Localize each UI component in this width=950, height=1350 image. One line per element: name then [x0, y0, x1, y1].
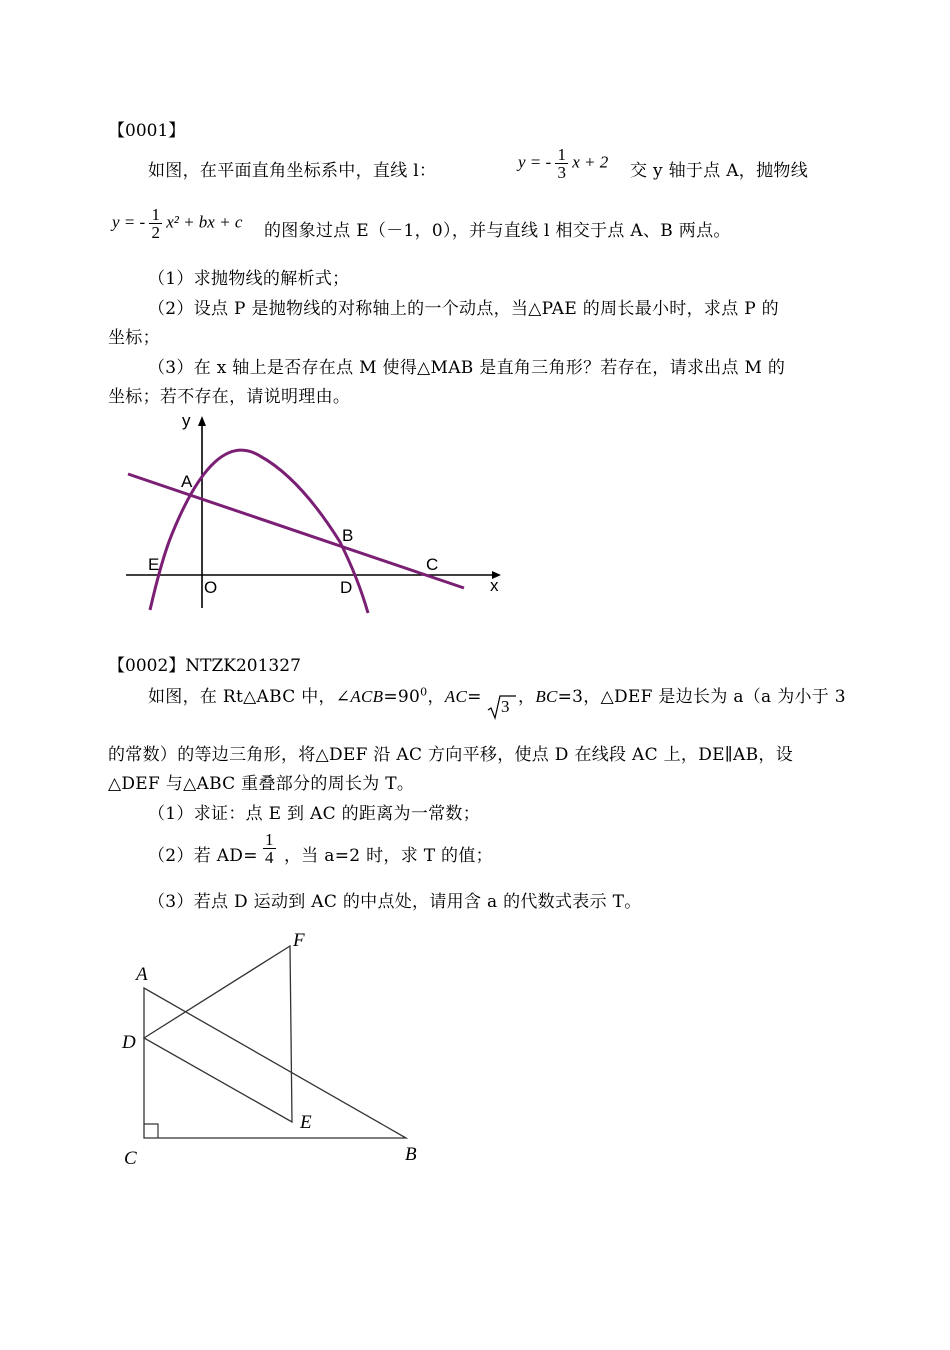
- problem-2-line-2: 的常数）的等边三角形，将△DEF 沿 AC 方向平移，使点 D 在线段 AC 上，DE∥AB，设: [108, 745, 793, 765]
- p2-l1-ac: AC: [444, 687, 468, 706]
- eq1-rhs: x + 2: [572, 152, 609, 172]
- label-x: x: [490, 576, 499, 595]
- problem-2-question-1: （1）求证：点 E 到 AC 的距离为一常数；: [148, 804, 481, 824]
- problem-1-line-1-text: 如图，在平面直角坐标系中，直线 l：: [148, 161, 437, 181]
- q2-numerator: 1: [265, 830, 274, 849]
- p2-l1-degree: 0: [420, 685, 428, 699]
- label-O: O: [204, 578, 218, 597]
- problem-1-question-3a: （3）在 x 轴上是否存在点 M 使得△MAB 是直角三角形？若存在，请求出点 M 的: [148, 358, 786, 378]
- label-C: C: [124, 1148, 137, 1169]
- p2-l1-a: 如图，在 Rt△ABC 中，∠: [148, 687, 351, 707]
- eq2-denominator: 2: [151, 223, 160, 242]
- problem-1-question-3b: 坐标；若不存在，请说明理由。: [108, 387, 351, 407]
- label-B: B: [342, 526, 354, 545]
- eq1-numerator: 1: [557, 145, 566, 164]
- q2-denominator: 4: [265, 848, 274, 867]
- eq1-fraction: [555, 146, 568, 181]
- problem-2-line-1-tail: [518, 682, 846, 707]
- q2-fraction: [263, 831, 276, 866]
- problem-1-question-2a: （2）设点 P 是抛物线的对称轴上的一个动点，当△PAE 的周长最小时，求点 P 的: [148, 299, 779, 319]
- triangle-ABC: [144, 988, 406, 1138]
- figure-1-graph: [120, 408, 520, 618]
- q2-frac: [263, 831, 276, 866]
- label-B: B: [405, 1144, 417, 1165]
- p2-l1-b: =3，△DEF 是边长为 a（a 为小于 3: [557, 687, 846, 707]
- p2-l1-eq90: =90: [383, 687, 421, 707]
- eq2-numerator: 1: [151, 205, 160, 224]
- label-A: A: [136, 964, 148, 985]
- problem-1-question-1: （1）求抛物线的解析式；: [148, 269, 350, 289]
- label-C: C: [426, 555, 439, 574]
- p2-l1-c2: ，: [518, 687, 536, 707]
- problem-2-question-2-post: ，当 a=2 时，求 T 的值；: [284, 846, 493, 866]
- problem-2-question-2-pre: （2）若 AD=: [148, 846, 258, 866]
- problem-2-heading: 【0002】NTZK201327: [108, 656, 301, 676]
- eq1-denominator: 3: [557, 163, 566, 182]
- eq1-lhs: y = -: [518, 152, 552, 172]
- problem-1-heading: 【0001】: [108, 121, 186, 141]
- triangle-DEF: [144, 946, 292, 1122]
- label-D: D: [122, 1032, 136, 1053]
- problem-1-line-1-tail: 交 y 轴于点 A，抛物线: [630, 161, 808, 181]
- label-A: A: [181, 472, 193, 491]
- p2-l1-comma: ，: [427, 687, 445, 707]
- problem-2-line-1: [148, 682, 482, 707]
- problem-1-question-2b: 坐标；: [108, 328, 160, 348]
- label-F: F: [293, 930, 305, 951]
- figure-2-triangles: [110, 922, 440, 1172]
- eq2-rhs: x² + bx + c: [166, 212, 243, 232]
- line-l: [128, 474, 464, 588]
- problem-1-line-2-tail: 的图象过点 E（－1，0），并与直线 l 相交于点 A、B 两点。: [264, 221, 731, 241]
- eq2-fraction: [149, 206, 162, 241]
- p2-l1-acb: ACB: [350, 687, 384, 706]
- p2-l1-eq: =: [467, 687, 482, 707]
- label-D: D: [340, 578, 353, 597]
- y-axis-arrow-icon: [198, 416, 206, 426]
- label-E: E: [300, 1112, 312, 1133]
- parabola-equation: [112, 206, 242, 241]
- p2-l1-bc: BC: [535, 687, 558, 706]
- line-l-equation: [518, 146, 608, 181]
- problem-2-question-3: （3）若点 D 运动到 AC 的中点处，请用含 a 的代数式表示 T。: [148, 892, 642, 912]
- problem-1-line-1: [148, 156, 436, 181]
- eq2-lhs: y = -: [112, 212, 146, 232]
- label-y: y: [182, 411, 191, 430]
- right-angle-icon: [144, 1124, 158, 1138]
- problem-2-line-3: △DEF 与△ABC 重叠部分的周长为 T。: [108, 774, 415, 794]
- label-E: E: [148, 555, 160, 574]
- sqrt-radicand: 3: [501, 697, 510, 716]
